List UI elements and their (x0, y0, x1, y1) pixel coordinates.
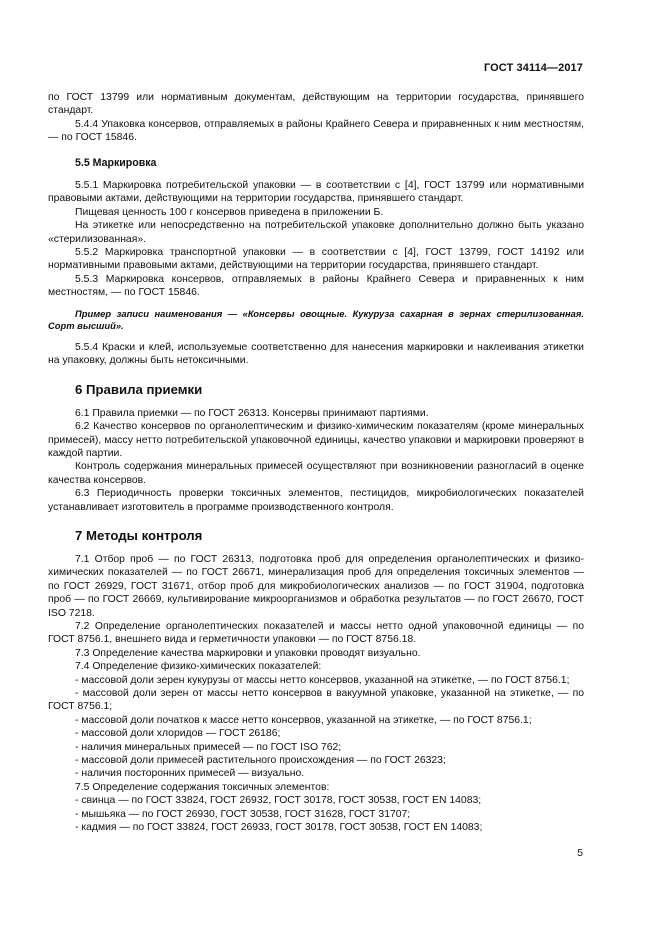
paragraph: 6.1 Правила приемки — по ГОСТ 26313. Консервы принимают партиями. (75, 407, 429, 419)
list-item: - наличия минеральных примесей — по ГОСТ ISO 762; (75, 741, 342, 753)
list-item: - наличия посторонних примесей — визуально. (75, 768, 305, 780)
list-item: - мышьяка — по ГОСТ 26930, ГОСТ 30538, ГОСТ 31628, ГОСТ 31707; (75, 808, 411, 820)
document-header: ГОСТ 34114—2017 (483, 62, 583, 74)
section-heading-6: 6 Правила приемки (75, 381, 203, 397)
paragraph: 5.4.4 Упаковка консервов, отправляемых в районы Крайнего Севера и приравненных к ним местностям, — по ГОСТ 15846. (48, 118, 584, 144)
page-number: 5 (577, 848, 583, 859)
paragraph: 7.3 Определение качества маркировки и упаковки проводят визуально. (75, 647, 421, 659)
list-item: - массовой доли зерен от массы нетто консервов в вакуумной упаковке, указанной на этикетке, — по ГОСТ 8756.1; (48, 688, 584, 713)
list-item: - массовой доли початков к массе нетто консервов, указанной на этикетке, — по ГОСТ 8756.1; (75, 714, 532, 726)
list-item: - свинца — по ГОСТ 33824, ГОСТ 26932, ГОСТ 30178, ГОСТ 30538, ГОСТ EN 14083; (75, 795, 482, 807)
paragraph: 6.3 Периодичность проверки токсичных элементов, пестицидов, микробиологических показателей устанавливает изготовитель в программе производственного контроля. (48, 488, 584, 513)
section-heading-7: 7 Методы контроля (75, 527, 203, 543)
paragraph: 7.4 Определение физико-химических показателей: (75, 661, 322, 673)
paragraph: 7.2 Определение органолептических показателей и массы нетто одной упаковочной единицы — по ГОСТ 8756.1, внешнего вида и герметичности упаковки — по ГОСТ 8756.18. (48, 620, 584, 646)
paragraph: 6.2 Качество консервов по органолептическим и физико-химическим показателям (кроме минеральных примесей), массу нетто потребительской упаковочной единицы, качество упаковки и маркировки проверяют в каждой партии. (48, 421, 584, 459)
paragraph: Контроль содержания минеральных примесей осуществляют при возникновении разногласий в оценке качества консервов. (48, 461, 584, 486)
section-heading-5-5: 5.5 Маркировка (75, 156, 157, 169)
example-note: Пример записи наименования — «Консервы овощные. Кукуруза сахарная в зернах стерилизованная. Сорт высший». (48, 307, 584, 332)
paragraph: 7.1 Отбор проб — по ГОСТ 26313, подготовка проб для определения органолептических и физико-химических показателей — по ГОСТ 26671, минерализация проб для определения токсичных элементов — по ГОСТ 26929, ГОСТ 31671, отбор проб для микробиологических анализов — по ГОСТ 31904, подготовка проб — по ГОСТ 26669, культивирование микроорганизмов и обработка результатов — по ГОСТ 26670, ГОСТ ISO 7218. (48, 553, 584, 619)
list-item: - массовой доли зерен кукурузы от массы нетто консервов, указанной на этикетке, — по ГОСТ 8756.1; (75, 674, 570, 686)
list-item: - кадмия — по ГОСТ 33824, ГОСТ 26933, ГОСТ 30178, ГОСТ 30538, ГОСТ EN 14083; (75, 822, 483, 834)
paragraph: 5.5.4 Краски и клей, используемые соответственно для нанесения маркировки и наклеивания этикетки на упаковку, должны быть нетоксичными. (48, 341, 584, 367)
paragraph: 5.5.3 Маркировка консервов, отправляемых в районы Крайнего Севера и приравненных к ним местностям, — по ГОСТ 15846. (48, 273, 584, 299)
list-item: - массовой доли хлоридов — ГОСТ 26186; (75, 728, 281, 740)
paragraph: На этикетке или непосредственно на потребительской упаковке дополнительно должно быть указано «стерилизованная». (48, 220, 584, 245)
paragraph: Пищевая ценность 100 г консервов приведена в приложении Б. (75, 206, 384, 218)
paragraph: по ГОСТ 13799 или нормативным документам, действующим на территории государства, принявшего стандарт. (48, 92, 584, 117)
list-item: - массовой доли примесей растительного происхождения — по ГОСТ 26323; (75, 755, 446, 767)
document-body (48, 91, 584, 834)
paragraph: 5.5.1 Маркировка потребительской упаковки — в соответствии с [4], ГОСТ 13799 или нормативными правовыми актами, действующими на территории государства, принявшего стандарт. (48, 180, 584, 205)
paragraph: 5.5.2 Маркировка транспортной упаковки — в соответствии с [4], ГОСТ 13799, ГОСТ 14192 или нормативными правовыми актами, действующими на территории государства, принявшего стандарт. (48, 247, 584, 272)
paragraph: 7.5 Определение содержания токсичных элементов: (75, 781, 330, 793)
